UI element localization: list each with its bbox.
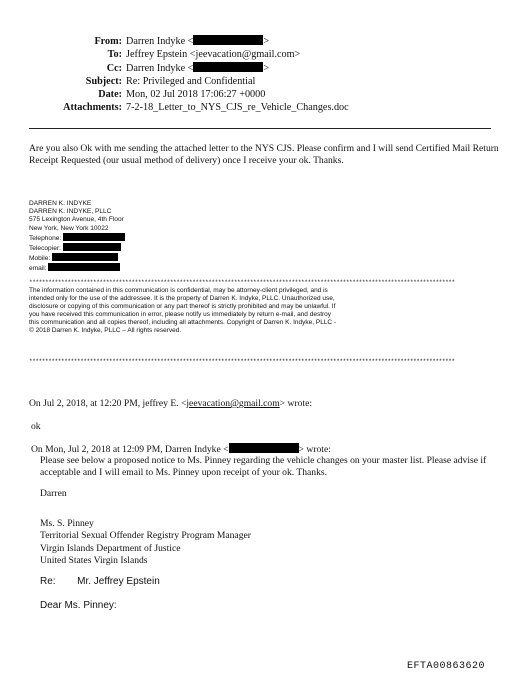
recipient-department: Virgin Islands Department of Justice bbox=[40, 542, 181, 554]
recipient-name: Ms. S. Pinney bbox=[40, 518, 94, 529]
quoted-signoff: Darren bbox=[40, 488, 67, 499]
from-tail: > bbox=[263, 36, 270, 47]
signature-mobile: Mobile: bbox=[29, 255, 51, 263]
bates-number: EFTA00863620 bbox=[407, 661, 486, 672]
reply-header-jeffrey bbox=[29, 398, 312, 410]
attachments-label: Attachments: bbox=[63, 102, 122, 114]
subject-row bbox=[0, 75, 512, 88]
header-divider bbox=[29, 128, 491, 129]
date-row bbox=[0, 88, 512, 101]
redaction-box bbox=[63, 243, 121, 251]
quoted-header-suffix: > wrote: bbox=[298, 444, 331, 455]
subject-value: Re: Privileged and Confidential bbox=[126, 75, 256, 87]
cc-value: Darren Indyke < bbox=[126, 62, 194, 74]
attachments-row bbox=[0, 101, 512, 114]
letter-greeting: Dear Ms. Pinney: bbox=[40, 600, 117, 611]
signature-email: email: bbox=[29, 265, 47, 273]
email-link[interactable]: jeevacation@gmail.com bbox=[186, 398, 280, 409]
email-body-intro: Are you also Ok with me sending the attached letter to the NYS CJS. Please confirm and I will send Certified Mail Return Receipt Requested (our usual method of delivery) once I receive your ok. Thanks. bbox=[29, 143, 499, 167]
subject-label: Subject: bbox=[85, 75, 122, 87]
reply-header-prefix: On Jul 2, 2018, at 12:20 PM, jeffrey E. < bbox=[29, 398, 187, 409]
to-label: To: bbox=[107, 49, 122, 61]
to-value: Jeffrey Epstein <jeevacation@gmail.com> bbox=[126, 49, 301, 61]
attachment-file[interactable]: 7-2-18_Letter_to_NYS_CJS_re_Vehicle_Changes.doc bbox=[126, 102, 349, 114]
signature-telecopier: Telecopier: bbox=[29, 245, 61, 253]
signature-address1: 575 Lexington Avenue, 4th Floor bbox=[29, 216, 124, 224]
recipient-title: Territorial Sexual Offender Registry Program Manager bbox=[40, 530, 251, 542]
redaction-box bbox=[229, 443, 299, 453]
quoted-header-prefix: On Mon, Jul 2, 2018 at 12:09 PM, Darren Indyke < bbox=[31, 444, 229, 455]
reply-body-ok: ok bbox=[31, 421, 41, 432]
to-row bbox=[0, 48, 512, 61]
disclaimer-divider-top: ************************************************************************************************************************************* bbox=[29, 279, 455, 286]
quoted-body: Please see below a proposed notice to Ms. Pinney regarding the vehicle changes on your master list. Please advise if acceptable and I will email to Ms. Pinney upon receipt of your ok. Thanks. bbox=[40, 455, 487, 479]
from-row bbox=[0, 35, 512, 48]
redaction-box bbox=[193, 35, 263, 45]
email-header bbox=[0, 35, 512, 115]
signature-firm: DARREN K. INDYKE, PLLC bbox=[29, 208, 112, 216]
re-value: Mr. Jeffrey Epstein bbox=[77, 576, 160, 587]
signature-name: DARREN K. INDYKE bbox=[29, 200, 92, 207]
signature-address2: New York, New York 10022 bbox=[29, 224, 109, 232]
from-value: Darren Indyke < bbox=[126, 36, 194, 47]
redaction-box bbox=[193, 62, 263, 72]
confidentiality-disclaimer: The information contained in this communication is confidential, may be attorney-client privileged, and is intended only for the use of the addressee. It is the property of Darren K. Indyke, PLLC. Unauthorized use, disclosure or copying of this communication or any part thereof is strictly prohibited and may be unlawful. If you have received this communication in error, please notify us immediately by return e-mail, and destroy this communication and all copies thereof, including all attachments. Copyright of Darren K. Indyke, PLLC - © 2018 Darren K. Indyke, PLLC – All rights reserved. bbox=[29, 287, 337, 334]
disclaimer-divider-bottom: ************************************************************************************************************************************* bbox=[29, 358, 455, 365]
redaction-box bbox=[63, 233, 125, 241]
signature-telephone: Telephone: bbox=[29, 234, 62, 242]
redaction-box bbox=[48, 263, 120, 271]
re-label: Re: bbox=[40, 576, 56, 587]
cc-label: Cc: bbox=[106, 62, 122, 74]
cc-tail: > bbox=[263, 62, 270, 74]
redaction-box bbox=[52, 253, 118, 261]
cc-row bbox=[0, 62, 512, 75]
date-value: Mon, 02 Jul 2018 17:06:27 +0000 bbox=[126, 89, 266, 101]
from-label: From: bbox=[94, 36, 122, 47]
signature-block bbox=[29, 200, 125, 274]
date-label: Date: bbox=[98, 89, 122, 101]
recipient-location: United States Virgin Islands bbox=[40, 554, 148, 566]
reply-header-suffix: > wrote: bbox=[279, 398, 312, 409]
recipient-address bbox=[40, 518, 440, 567]
re-line bbox=[40, 576, 160, 587]
